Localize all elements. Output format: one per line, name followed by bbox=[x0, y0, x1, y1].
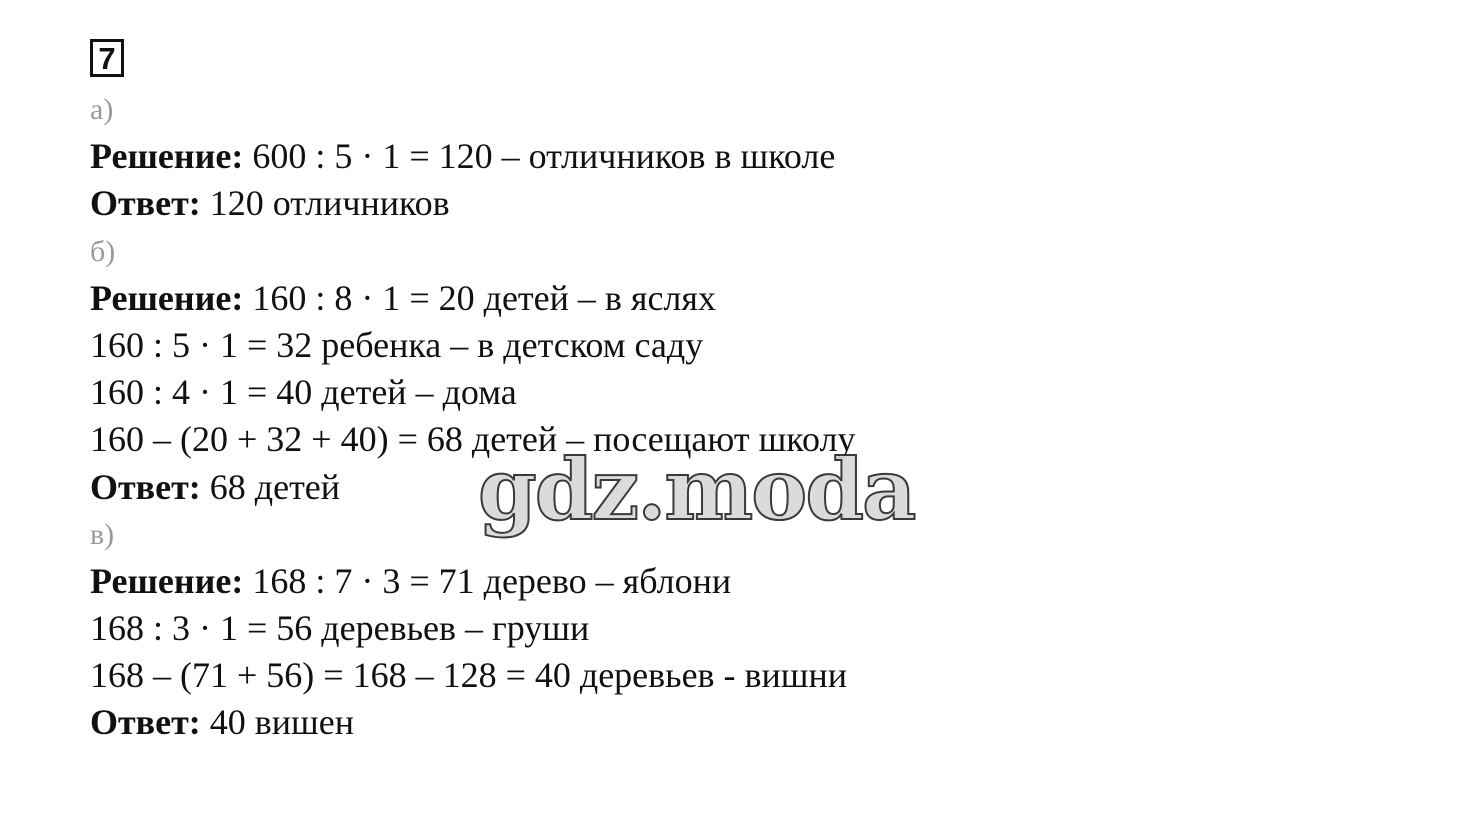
part-c-solution bbox=[90, 558, 1390, 605]
part-c-step: 168 – (71 + 56) = 168 – 128 = 40 деревьев - вишни bbox=[90, 655, 848, 696]
answer-label: Ответ: bbox=[90, 702, 201, 743]
part-b-label: б) bbox=[90, 234, 116, 268]
task-number: 7 bbox=[90, 39, 124, 77]
part-c-step: 168 : 3 · 1 = 56 деревьев – груши bbox=[90, 608, 590, 649]
solution-label: Решение: bbox=[90, 560, 244, 601]
part-b-solution bbox=[90, 275, 1390, 322]
part-a-label: а) bbox=[90, 93, 114, 126]
part-b-step: 160 – (20 + 32 + 40) = 68 детей – посещают школу bbox=[90, 419, 856, 460]
part-a-answer bbox=[90, 180, 1390, 227]
solution-text: 600 : 5 · 1 = 120 – отличников в школе bbox=[252, 136, 836, 177]
part-a-solution bbox=[90, 133, 1390, 180]
answer-label: Ответ: bbox=[90, 183, 201, 224]
answer-text: 68 детей bbox=[209, 466, 341, 507]
part-c-label: в) bbox=[90, 517, 115, 551]
part-b-step: 160 : 4 · 1 = 40 детей – дома bbox=[90, 372, 517, 413]
part-b-step: 160 : 5 · 1 = 32 ребенка – в детском саду bbox=[90, 324, 704, 365]
part-c-answer bbox=[90, 699, 1390, 746]
solution-text: 160 : 8 · 1 = 20 детей – в яслях bbox=[252, 277, 716, 318]
answer-text: 120 отличников bbox=[209, 183, 450, 224]
solution-text: 168 : 7 · 3 = 71 дерево – яблони bbox=[252, 560, 732, 601]
watermark: gdz.moda bbox=[478, 440, 915, 539]
solution-label: Решение: bbox=[90, 277, 244, 318]
solution-content bbox=[90, 86, 1390, 747]
solution-label: Решение: bbox=[90, 136, 244, 177]
answer-label: Ответ: bbox=[90, 466, 201, 507]
answer-text: 40 вишен bbox=[209, 702, 355, 743]
